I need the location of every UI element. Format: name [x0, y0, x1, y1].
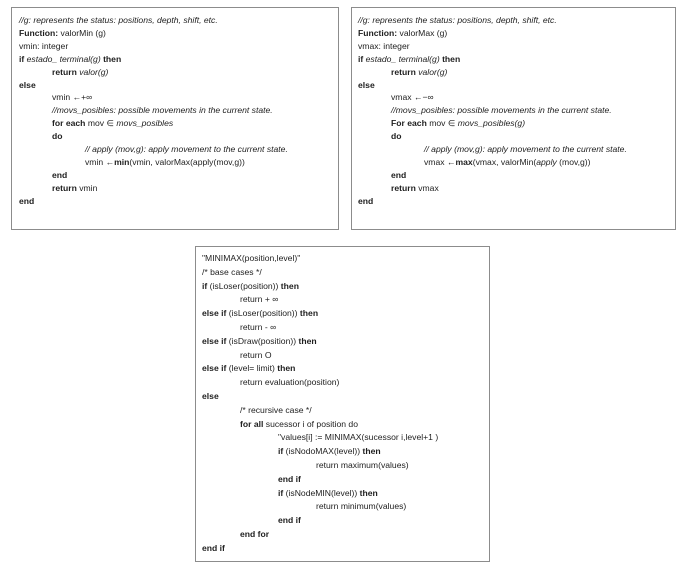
code-keyword: end if — [278, 473, 301, 484]
code-text: valorMin (g) — [58, 27, 106, 38]
code-keyword: if — [19, 53, 27, 64]
code-line — [52, 91, 92, 103]
code-keyword: return — [52, 182, 77, 193]
code-keyword: for each — [52, 118, 86, 129]
code-keyword: end — [391, 169, 407, 180]
code-text: return evaluation(position) — [240, 377, 340, 388]
code-comment: // apply (mov,g): apply movement to the current state. — [85, 144, 288, 154]
code-line — [278, 514, 301, 526]
code-text: return maximum(values) — [316, 460, 409, 470]
code-keyword: then — [298, 335, 317, 346]
code-line — [391, 66, 447, 78]
code-keyword: end for — [240, 529, 270, 539]
code-comment: //g: represents the status: positions, depth, shift, etc. — [358, 15, 557, 25]
code-text: sucessor i of position do — [263, 418, 358, 429]
code-text: movs_posibles — [116, 118, 174, 129]
code-text: vmax: integer — [358, 40, 410, 51]
code-text: valor(g) — [418, 66, 448, 77]
valor-max-pseudocode-box — [351, 7, 676, 230]
code-line — [278, 473, 301, 485]
code-line — [52, 104, 273, 116]
code-keyword: then — [100, 53, 122, 64]
code-line — [358, 79, 375, 91]
code-keyword: then — [362, 446, 381, 457]
code-line — [52, 66, 108, 78]
code-line — [85, 143, 288, 155]
code-line — [202, 307, 318, 319]
code-keyword: then — [299, 308, 319, 319]
code-keyword: then — [277, 363, 296, 374]
code-keyword: else — [19, 79, 36, 90]
code-text: estado_ terminal(g) — [365, 53, 440, 64]
code-line — [19, 14, 218, 26]
code-line — [358, 27, 447, 39]
code-text: vmin ← — [85, 156, 115, 167]
code-keyword: end if — [202, 542, 225, 553]
code-text: (isLoser(position)) — [207, 280, 281, 291]
code-text: valor(g) — [79, 66, 109, 77]
code-line — [358, 40, 410, 52]
code-line — [202, 280, 299, 292]
code-line — [202, 335, 317, 347]
code-text: estado_ terminal(g) — [26, 53, 101, 64]
code-keyword: return — [391, 66, 419, 77]
code-text: "MINIMAX(position,level)" — [202, 253, 301, 263]
code-keyword: else if — [202, 308, 227, 319]
code-text: (isDraw(position)) — [226, 335, 299, 346]
code-text: return + ∞ — [240, 294, 279, 305]
code-keyword: then — [439, 53, 461, 64]
code-keyword: if — [278, 446, 284, 457]
code-text: vmin ←+∞ — [52, 92, 93, 103]
code-text: return - ∞ — [240, 322, 277, 332]
code-line — [202, 266, 262, 278]
code-line — [85, 156, 245, 168]
code-line — [278, 431, 438, 443]
code-line — [240, 376, 339, 388]
code-text: vmin — [76, 182, 98, 193]
code-line — [52, 130, 63, 142]
code-line — [391, 117, 525, 129]
code-line — [202, 252, 300, 264]
code-line — [202, 390, 219, 402]
code-line — [52, 169, 67, 181]
minimax-pseudocode-box — [195, 246, 490, 562]
code-keyword: end — [19, 195, 35, 206]
code-line — [358, 195, 373, 207]
code-line — [424, 143, 627, 155]
code-text: vmax ← — [424, 156, 456, 167]
code-line — [19, 27, 106, 39]
code-keyword: end — [52, 169, 68, 180]
code-text: (vmax, valorMin( — [472, 156, 537, 167]
code-text: return O — [240, 349, 272, 360]
valor-min-pseudocode-box — [11, 7, 339, 230]
code-line — [202, 362, 295, 374]
code-line — [240, 321, 276, 333]
code-keyword: Function: — [358, 27, 398, 38]
code-line — [19, 40, 68, 52]
code-keyword: return — [391, 182, 416, 193]
code-text: /* base cases */ — [202, 266, 262, 277]
code-line — [278, 487, 378, 499]
code-text: apply — [536, 156, 557, 167]
code-text: "values[i] := MINIMAX(sucessor i,level+1 ) — [278, 432, 439, 443]
code-keyword: do — [391, 131, 402, 142]
code-text: (mov,g)) — [556, 156, 591, 167]
code-comment: //movs_posibles: possible movements in the current state. — [52, 105, 273, 116]
code-keyword: else — [358, 79, 375, 90]
code-text: mov ∈ — [426, 118, 458, 129]
code-keyword: max — [455, 156, 473, 167]
code-line — [19, 195, 34, 207]
code-keyword: For each — [391, 118, 427, 129]
code-text: (level= limit) — [226, 363, 278, 374]
code-text: (vmin, valorMax(apply(mov,g)) — [129, 156, 245, 167]
code-text: vmin: integer — [19, 40, 69, 51]
code-text: /* recursive case */ — [240, 404, 312, 415]
code-line — [391, 182, 439, 194]
code-line — [52, 117, 173, 129]
code-line — [240, 293, 278, 305]
code-line — [316, 500, 406, 512]
code-text: (isLoser(position)) — [226, 308, 300, 319]
code-line — [240, 349, 272, 361]
code-text: mov ∈ — [85, 118, 117, 129]
code-text: valorMax (g) — [397, 27, 448, 38]
code-line — [240, 418, 358, 430]
code-keyword: end — [358, 195, 374, 206]
code-keyword: if — [358, 53, 366, 64]
code-line — [19, 79, 36, 91]
code-text: movs_posibles(g) — [457, 118, 526, 129]
code-line — [278, 445, 381, 457]
code-text: vmax — [415, 182, 439, 193]
code-comment: //g: represents the status: positions, depth, shift, etc. — [19, 15, 218, 25]
code-keyword: else if — [202, 335, 227, 346]
code-keyword: if — [202, 280, 208, 291]
code-line — [240, 528, 269, 540]
code-line — [202, 542, 225, 554]
code-keyword: end if — [278, 515, 301, 526]
code-line — [358, 14, 557, 26]
code-keyword: Function: — [19, 27, 59, 38]
code-line — [391, 130, 402, 142]
code-text: return minimum(values) — [316, 501, 407, 512]
code-line — [391, 104, 612, 116]
code-line — [391, 91, 434, 103]
code-comment: // apply (mov,g): apply movement to the current state. — [424, 144, 627, 154]
code-keyword: else — [202, 391, 219, 401]
code-keyword: for all — [240, 418, 264, 429]
code-line — [52, 182, 97, 194]
code-line — [358, 53, 460, 65]
code-line — [19, 53, 121, 65]
code-line — [424, 156, 591, 168]
code-keyword: then — [280, 280, 299, 291]
code-keyword: do — [52, 131, 63, 142]
code-keyword: min — [114, 156, 130, 167]
code-text: (isNodeMIN(level)) — [283, 487, 360, 498]
code-keyword: return — [52, 66, 80, 77]
code-keyword: else if — [202, 363, 227, 374]
code-text: vmax ←−∞ — [391, 92, 434, 103]
code-line — [240, 404, 312, 416]
code-line — [316, 459, 409, 471]
code-text: (isNodoMAX(level)) — [283, 446, 363, 457]
code-keyword: then — [359, 487, 378, 498]
code-keyword: if — [278, 487, 284, 498]
code-comment: //movs_posibles: possible movements in the current state. — [391, 105, 612, 116]
code-line — [391, 169, 406, 181]
